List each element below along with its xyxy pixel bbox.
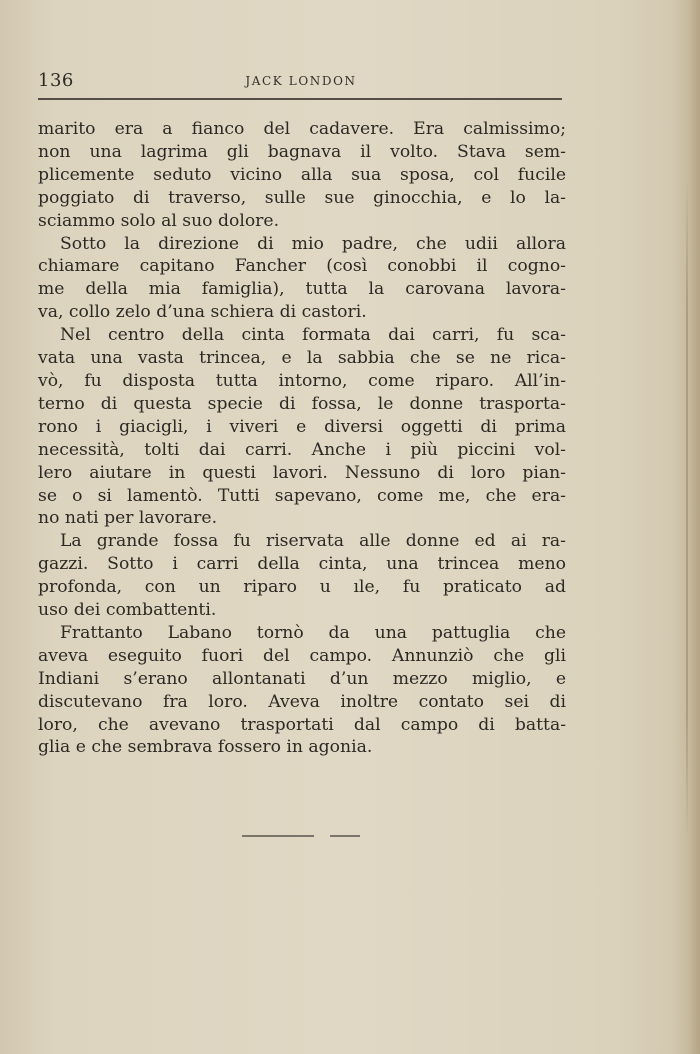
text-line: profonda, con un riparo u ıle, fu praticato ad: [38, 577, 566, 598]
text-line: Nel centro della cinta formata dai carri, fu sca-: [60, 325, 566, 346]
text-line: La grande fossa fu riservata alle donne ed ai ra-: [60, 531, 566, 552]
text-line: se o si lamentò. Tutti sapevano, come me, che era-: [38, 485, 566, 506]
text-line: me della mia famiglia), tutta la carovana lavora-: [38, 279, 566, 300]
text-line: chiamare capitano Fancher (così conobbi il cogno-: [38, 256, 566, 277]
text-line: poggiato di traverso, sulle sue ginocchia, e lo la-: [38, 187, 566, 208]
ornament-rule-right: [330, 835, 360, 837]
body-text: [38, 118, 566, 759]
text-line: vata una vasta trincea, e la sabbia che se ne rica-: [38, 348, 566, 369]
text-line: discutevano fra loro. Aveva inoltre contato sei di: [38, 691, 566, 712]
text-line: loro, che avevano trasportati dal campo di batta-: [38, 714, 566, 735]
page-number: 136: [38, 70, 74, 91]
text-line: marito era a fianco del cadavere. Era calmissimo;: [38, 119, 566, 139]
page-header: [38, 66, 564, 96]
text-line: vò, fu disposta tutta intorno, come riparo. All’in-: [38, 370, 566, 391]
text-line: Frattanto Labano tornò da una pattuglia che: [60, 622, 566, 643]
text-line: va, collo zelo d’una schiera di castori.: [38, 302, 367, 323]
text-line: Sotto la direzione di mio padre, che udii allora: [60, 233, 566, 254]
text-line: uso dei combattenti.: [38, 600, 217, 621]
text-line: no nati per lavorare.: [38, 508, 218, 529]
running-head: JACK LONDON: [245, 74, 357, 88]
page-fold-mark: [686, 180, 688, 840]
text-line: plicemente seduto vicino alla sua sposa, col fucile: [38, 164, 566, 185]
text-line: Indiani s’erano allontanati d’un mezzo miglio, e: [38, 668, 566, 689]
text-line: necessità, tolti dai carri. Anche i più piccini vol-: [38, 439, 566, 460]
text-line: aveva eseguito fuori del campo. Annunziò che gli: [38, 645, 566, 666]
text-line: glia e che sembrava fossero in agonia.: [38, 737, 373, 758]
text-line: lero aiutare in questi lavori. Nessuno di loro pian-: [38, 462, 566, 483]
text-line: gazzi. Sotto i carri della cinta, una trincea meno: [38, 554, 566, 575]
header-rule: [38, 98, 562, 100]
text-line: terno di questa specie di fossa, le donne trasporta-: [38, 393, 566, 414]
text-line: rono i giacigli, i viveri e diversi oggetti di prima: [38, 416, 566, 437]
text-line: sciammo solo al suo dolore.: [38, 210, 280, 231]
ornament-rule-left: [242, 835, 314, 837]
end-ornament: [242, 834, 362, 838]
text-line: non una lagrima gli bagnava il volto. Stava sem-: [38, 141, 566, 162]
